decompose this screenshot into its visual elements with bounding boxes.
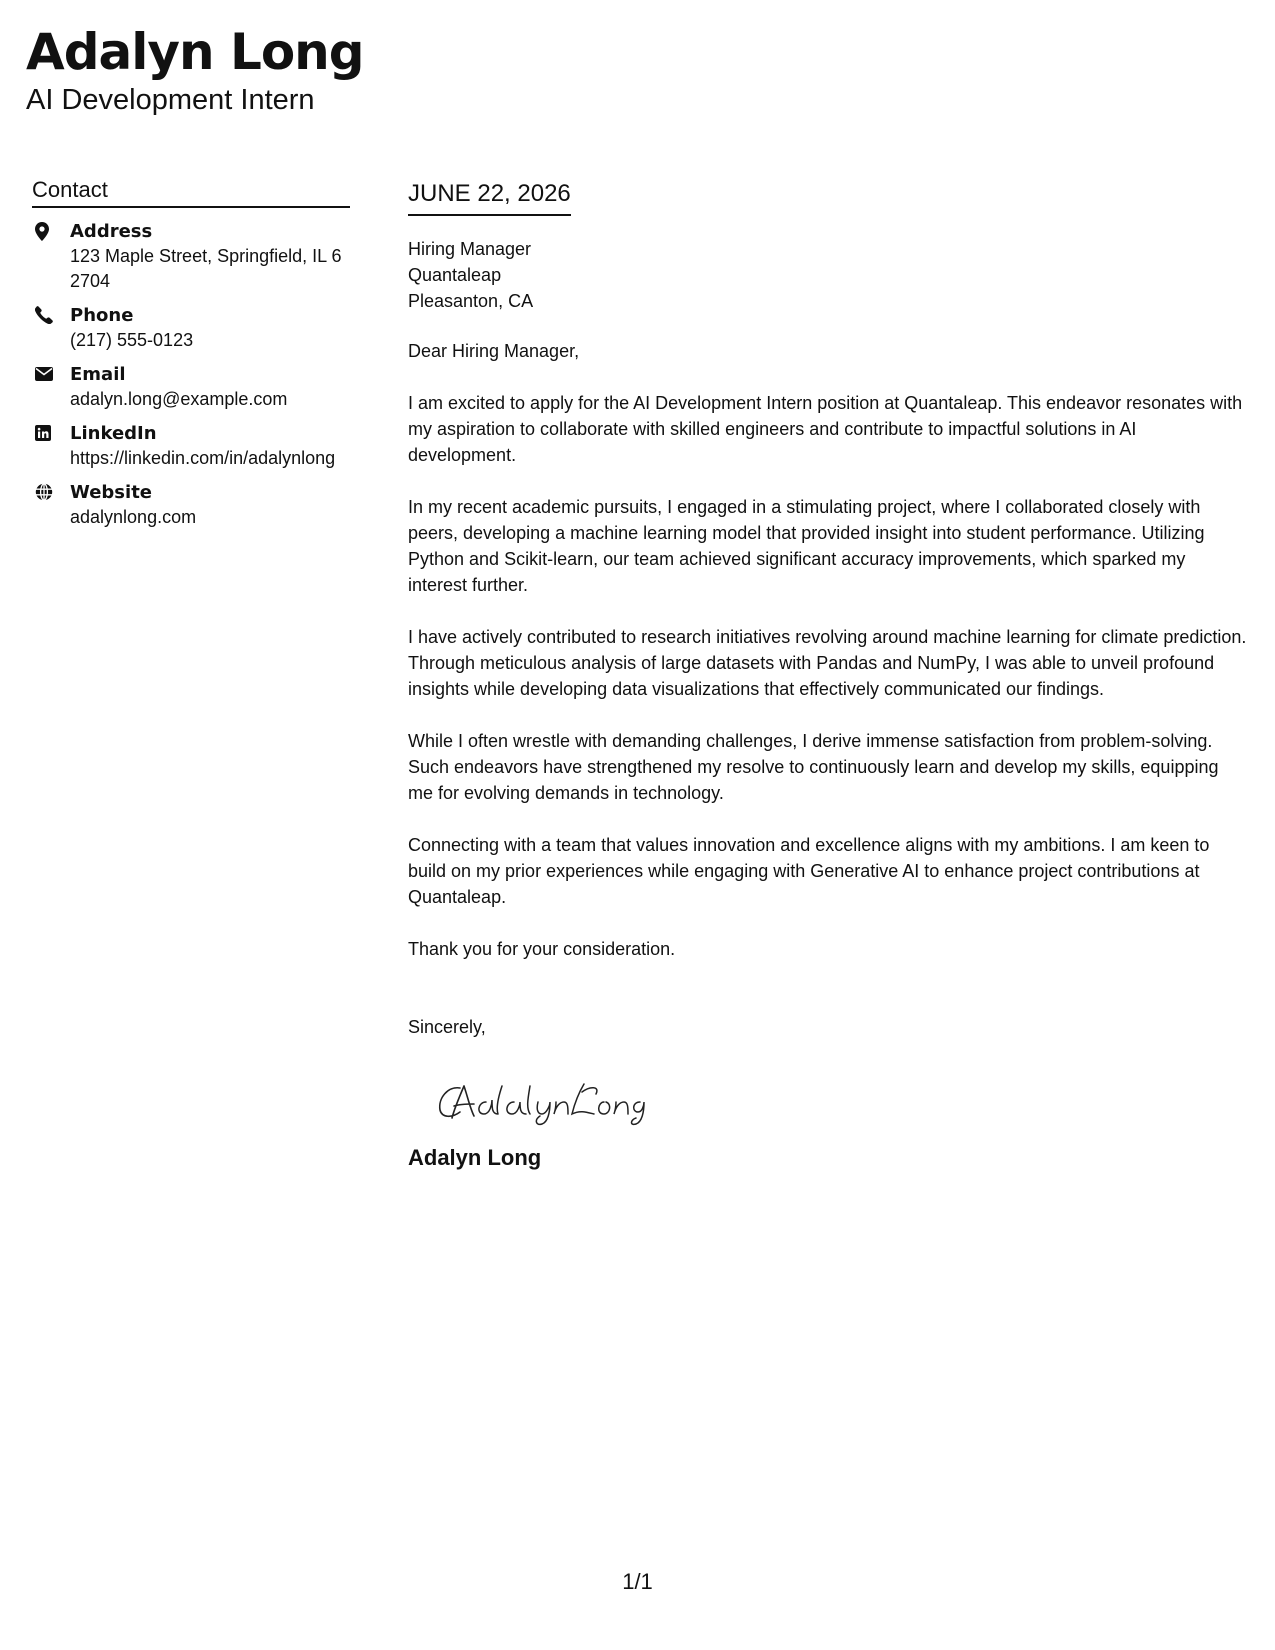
contact-label: Website (70, 482, 153, 503)
letter-date: JUNE 22, 2026 (408, 178, 571, 216)
contact-label: Email (70, 364, 126, 385)
recipient-line: Quantaleap (408, 265, 502, 285)
contact-phone (32, 304, 350, 353)
recipient-block (408, 236, 1248, 314)
contact-address (32, 220, 350, 294)
globe-icon (32, 481, 70, 503)
contact-website (32, 481, 350, 530)
contact-label: Phone (70, 305, 134, 326)
paragraph: I am excited to apply for the AI Development Intern position at Quantaleap. This endeavor resonates with my aspiration to collaborate with skilled engineers and contribute to impactful solutions in AI development. (408, 393, 1243, 465)
address-value: 123 Maple Street, Springfield, IL 62704 (70, 246, 342, 291)
paragraph: I have actively contributed to research initiatives revolving around machine learning for climate prediction. Through meticulous analysis of large datasets with Pandas and NumPy, I was able to unveil profound insights while developing data visualizations that effectively communicated our findings. (408, 627, 1247, 699)
greeting: Dear Hiring Manager, (408, 341, 580, 361)
letter-body (408, 178, 1248, 1172)
linkedin-icon (32, 422, 70, 444)
paragraph: Connecting with a team that values innovation and excellence aligns with my ambitions. I am keen to build on my prior experiences while engaging with Generative AI to enhance project contributions at Quantaleap. (408, 835, 1210, 907)
signature-icon (434, 1072, 654, 1128)
email-value[interactable]: adalyn.long@example.com (70, 389, 288, 409)
contact-email (32, 363, 350, 412)
contact-heading: Contact (32, 176, 350, 208)
signature-image (434, 1072, 1248, 1128)
contact-label: LinkedIn (70, 423, 157, 444)
linkedin-value[interactable]: https://linkedin.com/in/adalynlong (70, 448, 336, 468)
applicant-title: AI Development Intern (26, 84, 315, 116)
closing: Sincerely, (408, 1017, 486, 1037)
contact-sidebar (32, 176, 350, 540)
phone-value: (217) 555-0123 (70, 330, 194, 350)
recipient-line: Pleasanton, CA (408, 291, 534, 311)
paragraph: Thank you for your consideration. (408, 939, 676, 959)
page-number: 1/1 (622, 1569, 653, 1594)
contact-linkedin (32, 422, 350, 471)
contact-label: Address (70, 221, 153, 242)
phone-icon (32, 304, 70, 326)
envelope-icon (32, 363, 70, 385)
map-pin-icon (32, 220, 70, 242)
paragraph: In my recent academic pursuits, I engaged in a stimulating project, where I collaborated closely with peers, developing a machine learning model that provided insight into student performance. Utilizing Python and Scikit-learn, our team achieved significant accuracy improvements, which sparked my interest further. (408, 497, 1205, 595)
signer-name: Adalyn Long (408, 1145, 542, 1170)
paragraph: While I often wrestle with demanding challenges, I derive immense satisfaction from problem-solving. Such endeavors have strengthened my resolve to continuously learn and develop my skills, equipping me for evolving demands in technology. (408, 731, 1219, 803)
recipient-line: Hiring Manager (408, 239, 532, 259)
website-value[interactable]: adalynlong.com (70, 507, 197, 527)
applicant-name: Adalyn Long (26, 23, 364, 81)
